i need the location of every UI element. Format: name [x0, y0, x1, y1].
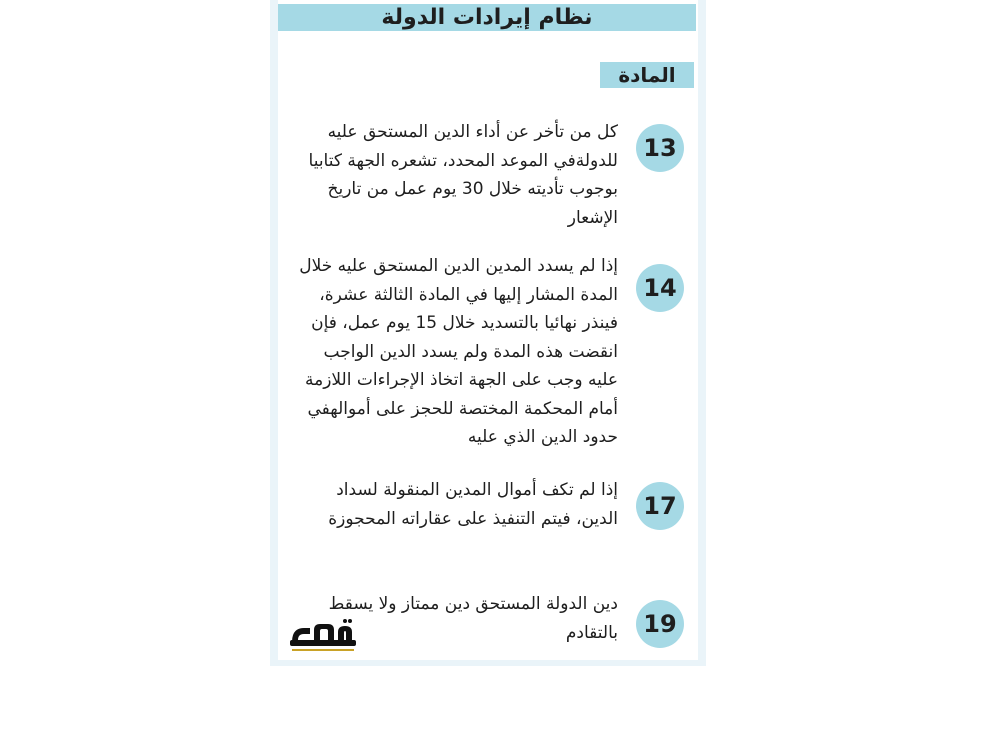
article-number-badge: 19 [636, 600, 684, 648]
page-title: نظام إيرادات الدولة [278, 4, 696, 31]
article-number-badge: 14 [636, 264, 684, 312]
article-text: إذا لم يسدد المدين الدين المستحق عليه خلال المدة المشار إليها في المادة الثالثة عشرة، فينذر نهائيا بالتسديد خلال 15 يوم عمل، فإن انقضت هذه المدة ولم يسدد الدين الواجب عليه وجب على الجهة اتخاذ الإجراءات اللازمة أمام المحكمة المختصة للحجز على أموالهفي حدود الدين الذي عليه [299, 256, 618, 447]
article-number-badge: 13 [636, 124, 684, 172]
infographic-card [270, 0, 706, 666]
article-text: كل من تأخر عن أداء الدين المستحق عليه للدولةفي الموعد المحدد، تشعره الجهة كتابيا بوجوب تأديته خلال 30 يوم عمل من تاريخ الإشعار [308, 122, 618, 228]
section-label: المادة [600, 62, 694, 88]
article-number-badge: 17 [636, 482, 684, 530]
article-text: دين الدولة المستحق دين ممتاز ولا يسقط بالتقادم [328, 594, 618, 643]
article-text: إذا لم تكف أموال المدين المنقولة لسداد الدين، فيتم التنفيذ على عقاراته المحجوزة [328, 480, 618, 529]
makkah-newspaper-logo-icon [288, 616, 362, 654]
